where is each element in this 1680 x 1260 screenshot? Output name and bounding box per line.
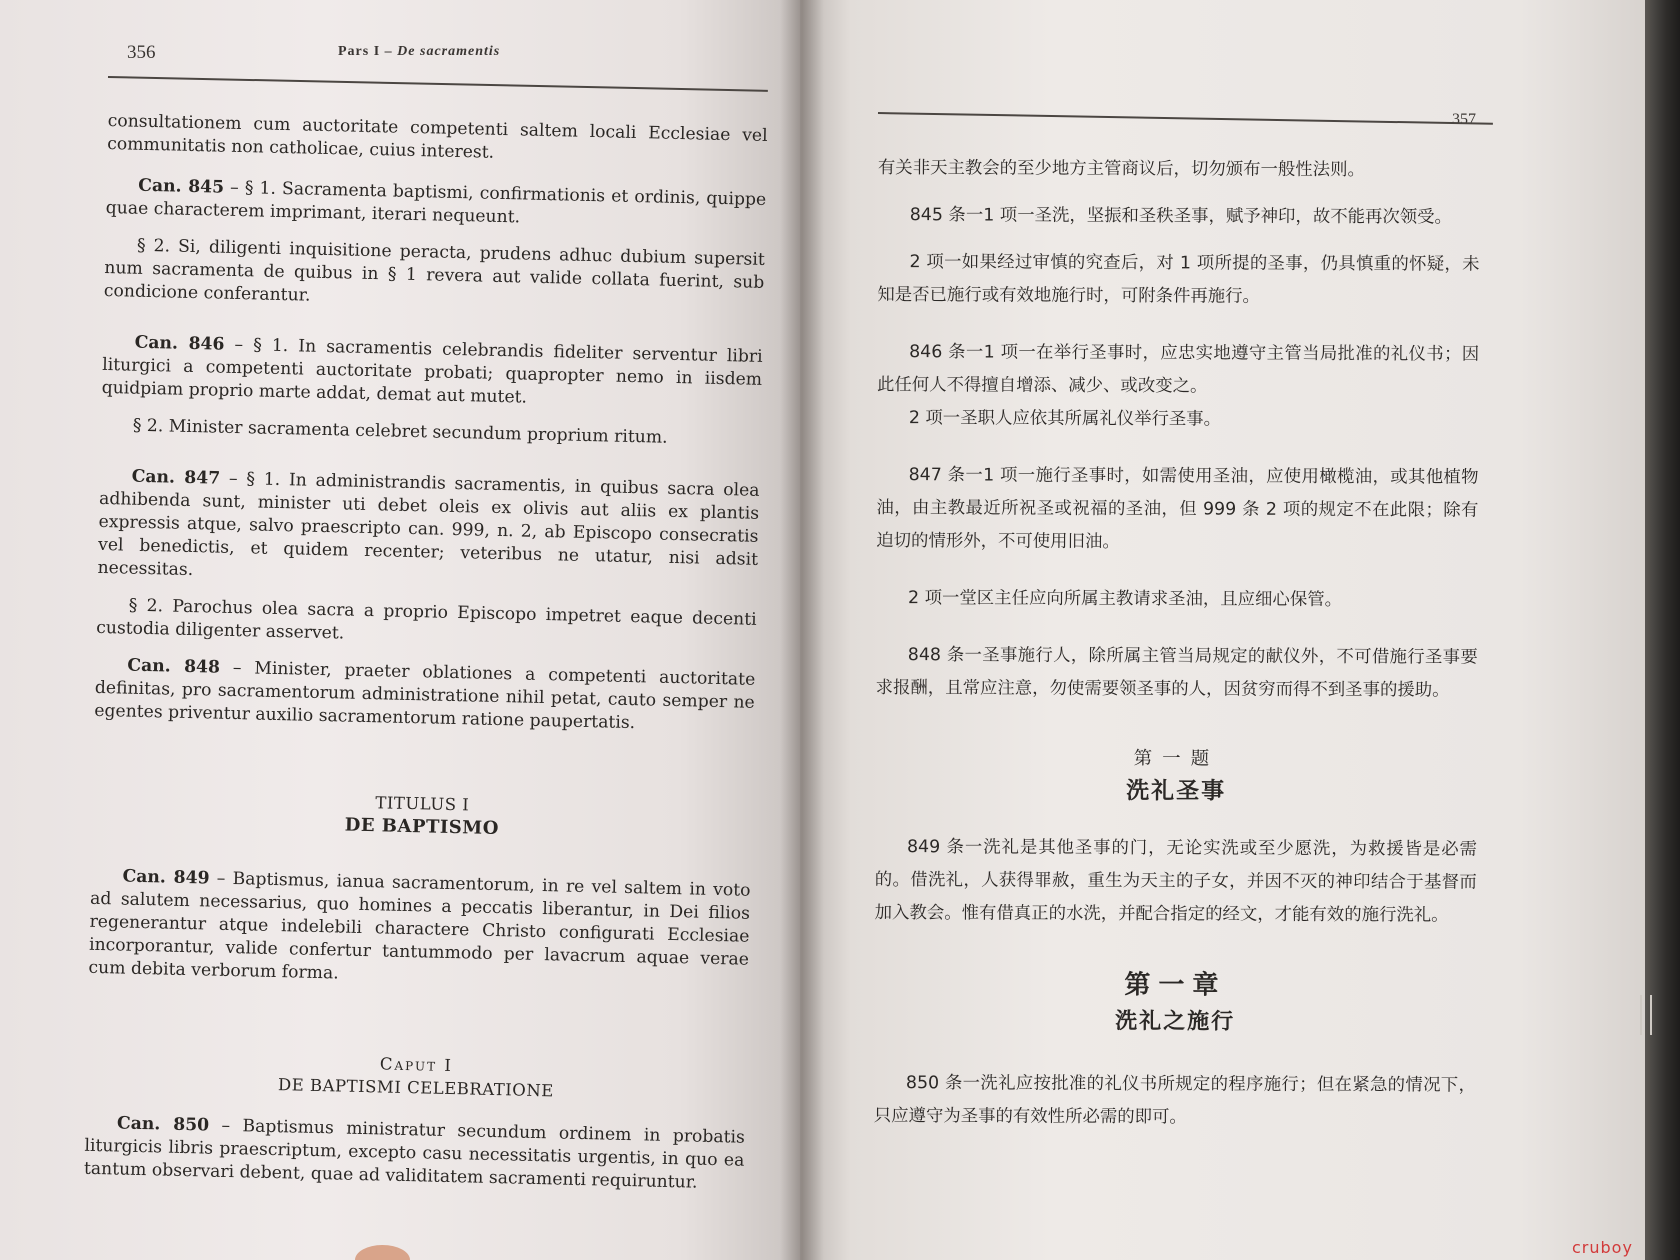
paragraph-continued-zh: 有关非天主教会的至少地方主管商议后，切勿颁布一般性法则。 xyxy=(877,157,1365,181)
running-head-italic: De sacramentis xyxy=(397,44,501,59)
gutter-shadow xyxy=(780,0,824,1260)
left-running-head xyxy=(338,44,500,60)
running-head-prefix: Pars I – xyxy=(338,44,398,59)
paragraph-text: § 2. Si, diligenti inquisitione peracta, prudens adhuc dubium supersit num sacramenta de quibus in § 1 revera aut valide collata fuerint, sub condicione conferantur. xyxy=(103,235,765,306)
canon-number: Can. 848 xyxy=(127,655,221,678)
paragraph-text: – Baptismus, ianua sacramentorum, in re vel saltem in voto ad salutem necessarius, quo homines a peccatis liberantur, in Dei filios regenerantur atque indelebili charactere Christo configurati Ecclesiae incorporantur, valide confertur tantummodo per lavacrum aquae verae cum debita verborum forma. xyxy=(88,868,751,984)
paragraph-text: § 2. Minister sacramenta celebret secundum proprium ritum. xyxy=(132,415,668,448)
paragraph-text: § 2. Parochus olea sacra a proprio Episcopo impetret eaque decenti custodia diligenter asservet. xyxy=(96,595,757,644)
canon-847-s1-zh: 847 条一1 项一施行圣事时，如需使用圣油，应使用橄榄油，或其他植物油，由主教最近所祝圣或祝福的圣油，但 999 条 2 项的规定不在此限；除有迫切的情形外，不可使用旧油。 xyxy=(876,465,1479,553)
canon-845-s1-zh: 845 条一1 项一圣洗，坚振和圣秩圣事，赋予神印，故不能再次领受。 xyxy=(909,205,1453,228)
thumb-shadow xyxy=(355,1245,410,1260)
canon-number: Can. 846 xyxy=(134,332,225,355)
canon-848 xyxy=(94,654,755,738)
paragraph-text: – § 1. Sacramenta baptismi, confirmationis et ordinis, quippe quae characterem imprimant, iterari nequeunt. xyxy=(105,177,767,228)
caput-title: DE BAPTISMI CELEBRATIONE xyxy=(277,1075,555,1101)
page-edge-mark xyxy=(1640,995,1652,1035)
paragraph-text: – Baptismus ministratur secundum ordinem in probatis liturgicis libris praescriptum, excepto casu necessitatis urgentis, in quo ea tantum observari debent, quae ad validitatem sacramenti requiruntur. xyxy=(83,1115,746,1193)
canon-846-s1-zh: 846 条一1 项一在举行圣事时，应忠实地遵守主管当局批准的礼仪书；因此任何人不得擅自增添、减少、或改变之。 xyxy=(876,342,1480,397)
paragraph-continued xyxy=(107,110,768,171)
left-page xyxy=(0,0,800,1260)
left-page-text xyxy=(84,110,768,1196)
right-page-number: 357 xyxy=(1452,111,1476,128)
canon-number: Can. 847 xyxy=(131,466,221,489)
watermark-text: cruboy xyxy=(1572,1238,1633,1257)
canon-846-s2-zh: 2 项一圣职人应依其所属礼仪举行圣事。 xyxy=(908,408,1222,430)
titulus-title: DE BAPTISMO xyxy=(344,814,500,840)
right-page-text xyxy=(874,152,1480,1136)
paragraph-text: – § 1. In administrandis sacramentis, in quibus sacra olea adhibenda sunt, minister uti debet oleis ex olivis aut aliis ex plantis expressis atque, salvo praescripto can. 999, n. 2, ab Episcopo consecratis vel benedictis, et quidem recenter; veteribus ne utatur, nisi adsit necessitas. xyxy=(97,468,760,581)
paragraph-text: – § 1. In sacramentis celebrandis fideliter serventur libri liturgici a competenti auctoritate probati; quapropter nemo in iisdem quidpiam proprio marte addat, demat aut mutet. xyxy=(101,334,763,408)
canon-846-s1 xyxy=(101,331,762,415)
canon-849-zh: 849 条一洗礼是其他圣事的门，无论实洗或至少愿洗，为救援皆是必需的。借洗礼，人获得罪赦，重生为天主的子女，并因不灭的神印结合于基督而加入教会。惟有借真正的水洗，并配合指定的经文，才能有效的施行洗礼。 xyxy=(874,837,1478,926)
canon-850 xyxy=(84,1112,745,1196)
title-baptism-zh: 洗礼圣事 xyxy=(1126,778,1227,805)
chapter-title-zh: 洗礼之施行 xyxy=(1115,1009,1236,1035)
book-edge xyxy=(1645,0,1680,1260)
chapter-heading-zh: 第一章 xyxy=(1124,970,1227,1001)
left-page-number: 356 xyxy=(127,42,156,63)
canon-number: Can. 850 xyxy=(116,1113,210,1136)
canon-847-s2 xyxy=(96,594,757,655)
canon-number: Can. 845 xyxy=(138,175,225,198)
canon-847-s1 xyxy=(97,465,759,595)
paragraph-text: – Minister, praeter oblationes a competenti auctoritate definitas, pro sacramentorum administratione nihil petat, cauto semper ne egentes priventur auxilio sacramentorum ratione paupertatis. xyxy=(94,657,756,734)
caput-heading: Caput I xyxy=(379,1054,454,1076)
canon-849 xyxy=(88,865,750,995)
canon-850-zh: 850 条一洗礼应按批准的礼仪书所规定的程序施行；但在紧急的情况下，只应遵守为圣事的有效性所必需的即可。 xyxy=(873,1073,1476,1128)
canon-number: Can. 849 xyxy=(122,866,210,889)
paragraph-text: consultationem cum auctoritate competenti saltem locali Ecclesiae vel communitatis non catholicae, cuius interest. xyxy=(107,110,768,163)
titulus-heading: TITULUS I xyxy=(375,793,470,815)
canon-846-s2 xyxy=(101,414,761,452)
canon-847-s2-zh: 2 项一堂区主任应向所属主教请求圣油，且应细心保管。 xyxy=(908,588,1343,611)
canon-845-s2-zh: 2 项一如果经过审慎的究查后，对 1 项所提的圣事，仍具慎重的怀疑，未知是否已施行或有效地施行时，可附条件再施行。 xyxy=(877,252,1480,307)
title-heading-zh: 第一题 xyxy=(1133,748,1220,770)
canon-848-zh: 848 条一圣事施行人，除所属主管当局规定的献仪外，不可借施行圣事要求报酬，且常应注意，勿使需要领圣事的人，因贫穷而得不到圣事的援助。 xyxy=(875,645,1478,701)
left-header-rule xyxy=(108,76,768,91)
canon-845-s2 xyxy=(104,234,765,318)
canon-845-s1 xyxy=(106,174,767,235)
